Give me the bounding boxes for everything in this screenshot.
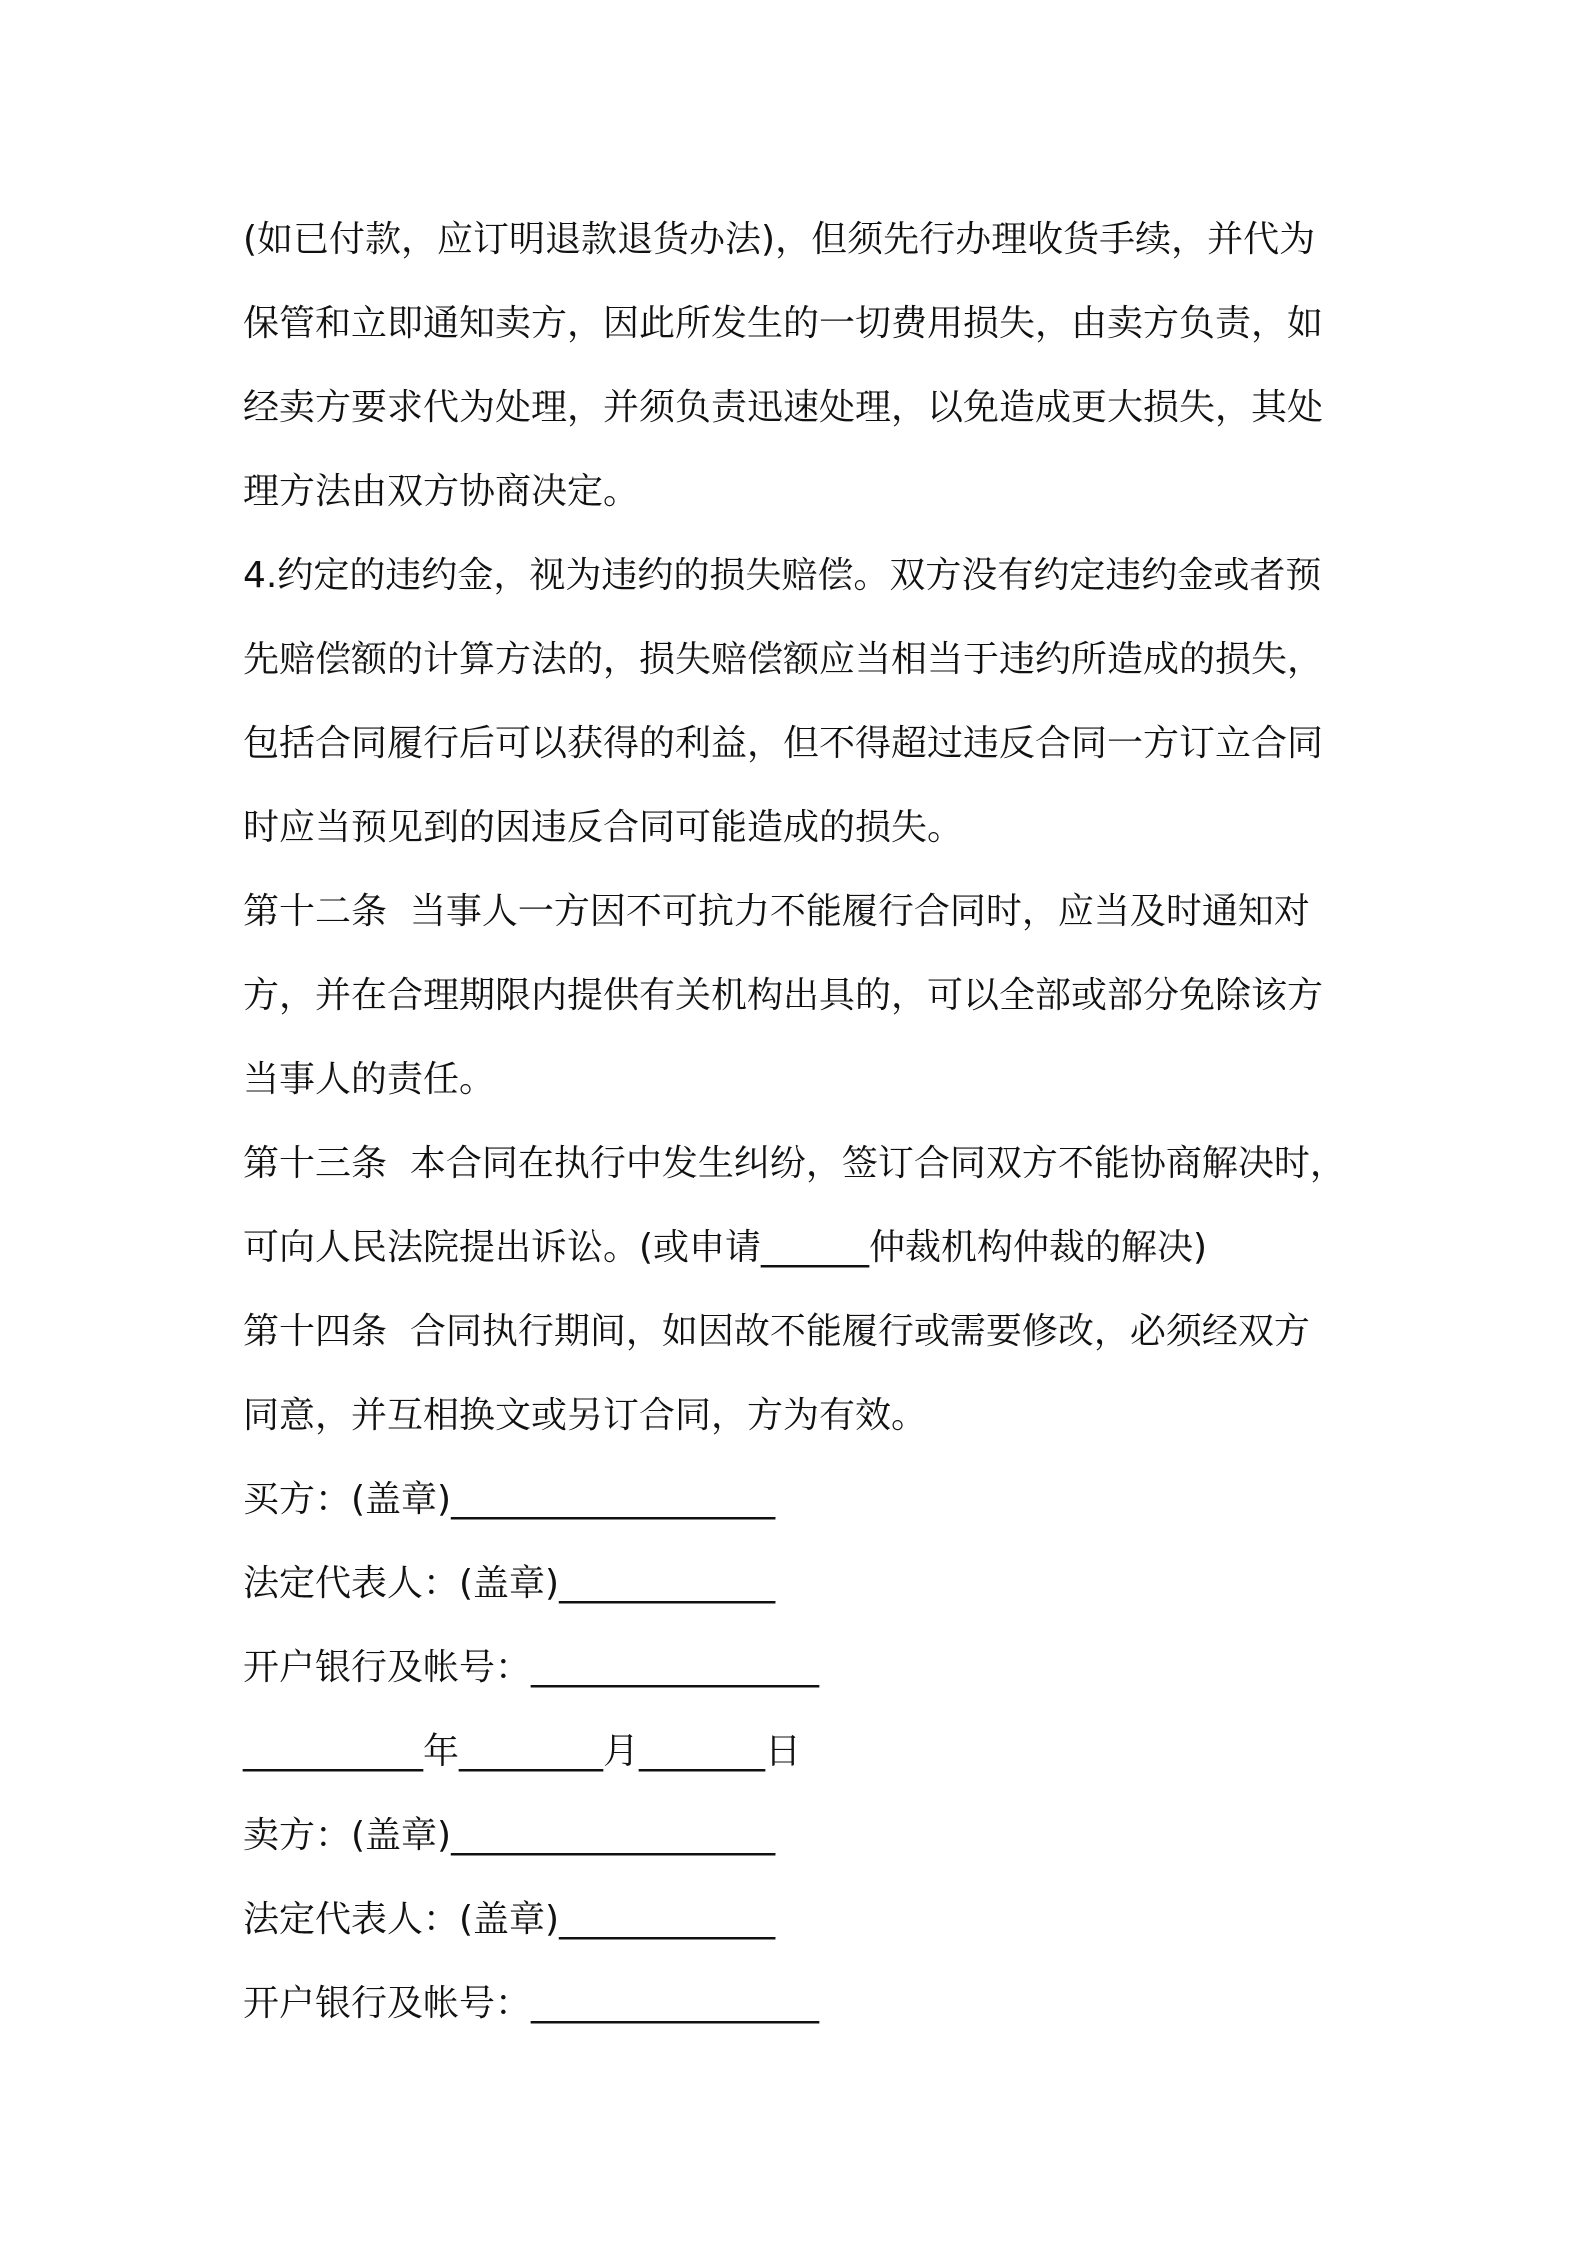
text-line: 当事人的责任。 (243, 1059, 496, 1100)
clause-13-line: 第十三条 本合同在执行中发生纠纷，签订合同双方不能协商解决时， (243, 1143, 1346, 1184)
text-line: 保管和立即通知卖方，因此所发生的一切费用损失，由卖方负责，如 (243, 303, 1324, 344)
seller-seal-line: 卖方：(盖章)__________________ (243, 1815, 776, 1856)
text-line: 先赔偿额的计算方法的，损失赔偿额应当相当于违约所造成的损失， (243, 639, 1324, 680)
text-line: 4.约定的违约金，视为违约的损失赔偿。双方没有约定违约金或者预 (243, 555, 1322, 596)
text-line: 同意，并互相换文或另订合同，方为有效。 (243, 1395, 928, 1436)
seller-representative-line: 法定代表人：(盖章)____________ (243, 1899, 776, 1940)
buyer-seal-line: 买方：(盖章)__________________ (243, 1479, 776, 1520)
text-line: 经卖方要求代为处理，并须负责迅速处理，以免造成更大损失，其处 (243, 387, 1324, 428)
text-line: 可向人民法院提出诉讼。(或申请______仲裁机构仲裁的解决) (243, 1227, 1208, 1268)
buyer-bank-account-line: 开户银行及帐号：________________ (243, 1647, 820, 1688)
date-line: __________年________月_______日 (243, 1731, 801, 1772)
clause-12-line: 第十二条 当事人一方因不可抗力不能履行合同时，应当及时通知对 (243, 891, 1310, 932)
text-line: 时应当预见到的因违反合同可能造成的损失。 (243, 807, 964, 848)
text-line: (如已付款，应订明退款退货办法)，但须先行办理收货手续，并代为 (243, 219, 1316, 260)
buyer-representative-line: 法定代表人：(盖章)____________ (243, 1563, 776, 1604)
text-line: 包括合同履行后可以获得的利益，但不得超过违反合同一方订立合同 (243, 723, 1324, 764)
text-line: 方，并在合理期限内提供有关机构出具的，可以全部或部分免除该方 (243, 975, 1324, 1016)
clause-14-line: 第十四条 合同执行期间，如因故不能履行或需要修改，必须经双方 (243, 1311, 1310, 1352)
seller-bank-account-line: 开户银行及帐号：________________ (243, 1983, 820, 2024)
text-line: 理方法由双方协商决定。 (243, 471, 640, 512)
